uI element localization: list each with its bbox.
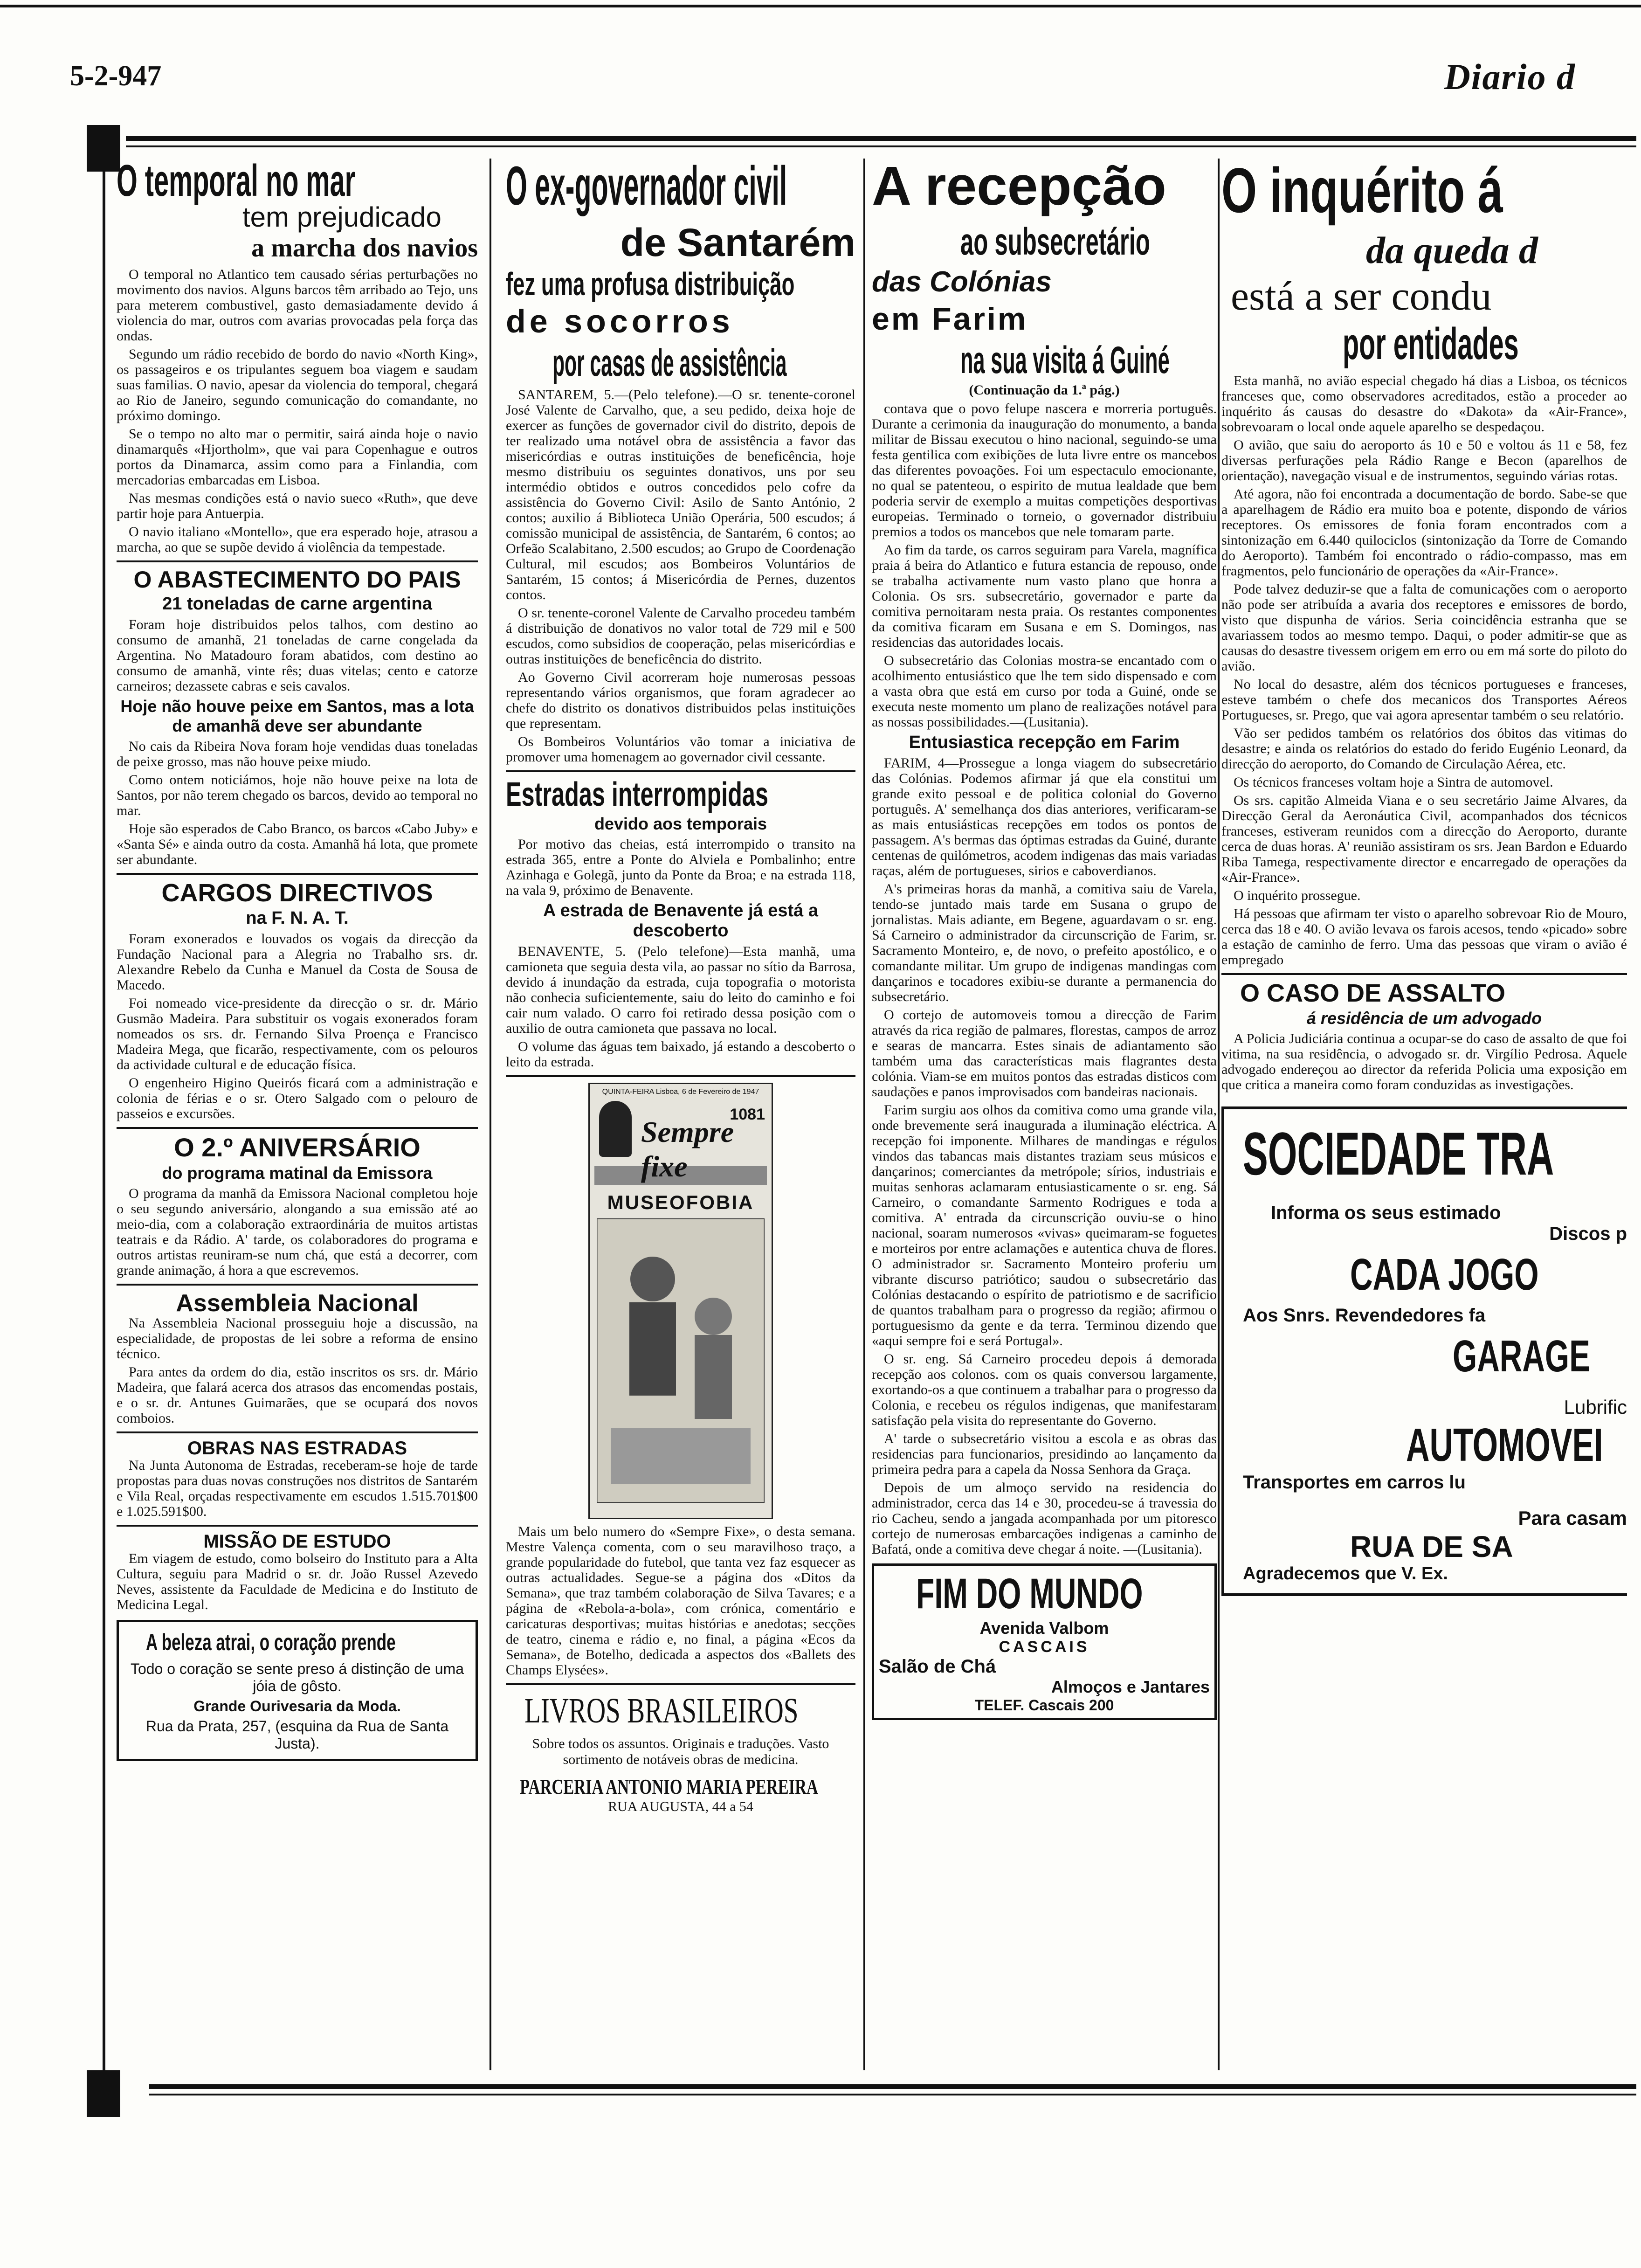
section-divider — [117, 1284, 478, 1286]
ad-line: Agradecemos que V. Ex. — [1243, 1564, 1448, 1583]
column-divider — [863, 159, 865, 2070]
ad-line: Informa os seus estimado — [1271, 1203, 1501, 1223]
ad-line: AUTOMOVEI — [1406, 1419, 1603, 1471]
section-divider — [506, 1683, 855, 1685]
article-paragraph: Os srs. capitão Almeida Viana e o seu secretário Jaime Alvares, da Direcção Geral da Aeronáutica Civil, acompanhados dos técnicos franceses, estiveram reunidos com a direcção do Aeroporto, durante cerca de duas horas. A' reunião assistiram os srs. Jean Bardon e Eduardo Riba Tamega, respectivamente director e encarregado de operações da «Air-France». — [1221, 793, 1627, 885]
article-headline: na sua visita á Guiné — [960, 339, 1170, 381]
ad-line: Salão de Chá — [879, 1656, 996, 1677]
article-paragraph: Na Assembleia Nacional prosseguiu hoje a discussão, na especialidade, de propostas de lei sobre a reforma de ensino técnico. — [117, 1315, 478, 1362]
section-subheadline: Hoje não houve peixe em Santos, mas a lota de amanhã deve ser abundante — [120, 697, 474, 735]
section-divider — [117, 873, 478, 875]
article-paragraph: Vão ser pedidos também os relatórios dos óbitos das vitimas do desastre; e ainda os relatórios do estado do ferido Eugénio Leonard, da direcção do aeroporto, do Comando de Circulação Aérea, etc. — [1221, 726, 1627, 772]
article-paragraph: Como ontem noticiámos, hoje não houve peixe na lota de Santos, por não terem chegado os barcos, devido ao temporal no mar. — [117, 772, 478, 818]
article-headline: A recepção — [872, 155, 1166, 217]
section-subheadline: devido aos temporais — [594, 814, 767, 833]
article-paragraph: No cais da Ribeira Nova foram hoje vendidas duas toneladas de peixe grosso, mas não houve peixe miudo. — [117, 739, 478, 769]
article-paragraph: Se o tempo no alto mar o permitir, sairá ainda hoje o navio dinamarquês «Hjortholm», que vai para Copenhague e outros portos da Dinamarca, assim como para a Finlandia, com mercadorias embarcadas em Lisboa. — [117, 426, 478, 488]
article-headline: em Farim — [872, 301, 1028, 337]
article-paragraph: Foram hoje distribuidos pelos talhos, com destino ao consumo de amanhã, 21 toneladas de carne congelada da Argentina. No Matadouro foram abatidos, com destino ao consumo de amanhã, vinte rês; duas vitelas; cento e catorze carneiros; dezassete cabras e seis cavalos. — [117, 617, 478, 694]
column-2 — [506, 155, 855, 1815]
article-paragraph: BENAVENTE, 5. (Pelo telefone)—Esta manhã, uma camioneta que seguia desta vila, ao passar no sítio da Barrosa, devido á inundação da estrada, cuja topografia o motorista não conhecia suficientemente, saiu do leito do caminho e foi cair num valado. O carro foi retirado dessa posição com o auxilio de outra camioneta que passava no local. — [506, 944, 855, 1036]
article-paragraph: Nas mesmas condições está o navio sueco «Ruth», que deve partir hoje para Antuerpia. — [117, 491, 478, 521]
article-paragraph: Para antes da ordem do dia, estão inscritos os srs. dr. Mário Madeira, que falará acerca dos atrasos das encomendas postais, e o sr. dr. Antunes Guimarães, que se ocupará dos novos comboios. — [117, 1364, 478, 1426]
ad-line: Rua da Prata, 257, (esquina da Rua de Santa Justa). — [145, 1718, 449, 1752]
ad-line: Lubrific — [1564, 1396, 1627, 1418]
article-paragraph: Até agora, não foi encontrada a documentação de bordo. Sabe-se que a aparelhagem de Rádio era muito boa e potente, dispondo de vários receptores. Os emissores de fonia foram encontrados com a sintonização em 6.440 quilociclos (sintonização da Torre de Comando do Aeroporto). Também foi encontrado o rádio-compasso, mas em fragmentos, pelo funcionário de operações da «Air-France». — [1221, 486, 1627, 579]
article-paragraph: O temporal no Atlantico tem causado sérias perturbações no movimento dos navios. Alguns barcos têm arribado ao Tejo, uns para meterem combustivel, gasto demasiadamente devido á violencia do mar, outros com avarias provocadas pela força das ondas. — [117, 267, 478, 344]
article-paragraph: A' tarde o subsecretário visitou a escola e as obras das residencias para funcionarios, presidindo ao lançamento da primeira pedra para a capela da Nossa Senhora da Graça. — [872, 1431, 1217, 1477]
continuation-note: (Continuação da 1.ª pág.) — [969, 382, 1120, 398]
article-paragraph: A's primeiras horas da manhã, a comitiva saiu de Varela, tendo-se juntado mais tarde em Susana o grupo de jornalistas. Mais adiante, em Begene, aguardavam o sr. eng. Sá Carneiro o administrador da circunscrição de Farim, sr. Sacramento Monteiro, e, de novo, o prefeito apostólico, e o comandante militar. Um grupo de indigenas mandingas com dançarinos e tocadores exibiu-se durante a permanencia do subsecretário. — [872, 881, 1217, 1004]
article-paragraph: Na Junta Autonoma de Estradas, receberam-se hoje de tarde propostas para duas novas construções nos distritos de Santarém e Vila Real, orçadas respectivamente em escudos 1.515.701$00 e 1.025.591$00. — [117, 1458, 478, 1519]
column-divider — [1218, 159, 1220, 2070]
restaurant-advertisement — [872, 1563, 1217, 1720]
section-divider — [506, 1075, 855, 1077]
section-headline: OBRAS NAS ESTRADAS — [187, 1438, 407, 1459]
footer-rule — [149, 2084, 1636, 2089]
article-paragraph: O navio italiano «Montello», que era esperado hoje, atrasou a marcha, ao que se supõe devido á violência da tempestade. — [117, 524, 478, 555]
ad-title: A beleza atrai, o coração prende — [146, 1629, 396, 1655]
article-headline: fez uma profusa distribuição — [506, 266, 795, 302]
article-paragraph: Em viagem de estudo, como bolseiro do Instituto para a Alta Cultura, seguiu para Madrid o sr. dr. João Russel Azevedo Neves, assistente da Faculdade de Medicina e do Instituto de Medicina Legal. — [117, 1551, 478, 1612]
article-paragraph: O sr. tenente-coronel Valente de Carvalho procedeu também á distribuição de donativos no valor total de 729 mil e 500 escudos, como subsidios de cooperação, pelas misericórdias e outras instituições de beneficência do distrito. — [506, 605, 855, 667]
article-paragraph: O inquérito prossegue. — [1234, 888, 1361, 903]
mascot-figure-icon — [599, 1101, 632, 1157]
article-subheadline: a marcha dos navios — [251, 234, 478, 263]
ad-line: RUA DE SA — [1350, 1530, 1513, 1563]
top-edge-rule — [0, 5, 1641, 7]
section-headline: O CASO DE ASSALTO — [1240, 979, 1506, 1007]
magazine-number: 1081 — [730, 1106, 765, 1123]
ad-line: Transportes em carros lu — [1243, 1472, 1466, 1493]
section-subheadline: A estrada de Benavente já está a descoberto — [543, 901, 818, 940]
column-divider — [490, 159, 491, 2070]
ad-line: Avenida Valbom — [979, 1618, 1109, 1638]
magazine-date: QUINTA-FEIRA Lisboa, 6 de Fevereiro de 1947 — [602, 1088, 759, 1096]
ad-line: Almoços e Jantares — [1051, 1677, 1210, 1696]
section-divider — [506, 770, 855, 772]
article-headline: de Santarém — [620, 221, 855, 264]
article-paragraph: Foi nomeado vice-presidente da direcção o sr. dr. Mário Gusmão Madeira. Para substituir os vogais exonerados foram nomeados os srs. dr. Fernando Silva Proença e Francisco Madeira Mega, que ficarão, respectivamente, com os pelouros da actividade cultural e de educação física. — [117, 996, 478, 1072]
section-subheadline: 21 toneladas de carne argentina — [162, 594, 432, 614]
bottom-left-block — [87, 2070, 120, 2117]
article-paragraph: Depois de um almoço servido na residencia do administrador, cerca das 14 e 30, procedeu-se á travessia do rio Cacheu, sendo a jangada acompanhada por um pitoresco cortejo de numerosas embarcações indigenas a caminho de Bafatá, onde a comitiva deve chegar á noite. —(Lusitania). — [872, 1480, 1217, 1557]
article-paragraph: Esta manhã, no avião especial chegado há dias a Lisboa, os técnicos franceses que, como observadores acreditados, estão a proceder ao inquérito ás causas do desastre do «Dakota» da «Air-France», sobrevoaram o local onde aquele aparelho se despedaçou. — [1221, 373, 1627, 435]
newspaper-name: Diario d — [1444, 56, 1576, 97]
section-divider — [117, 1127, 478, 1129]
article-paragraph: O avião, que saiu do aeroporto ás 10 e 50 e voltou ás 11 e 58, fez diversas perfurações pela Rádio Range e Becon (aparelhos de orientação), navegação visual e de instrumentos, seguindo várias rotas. — [1221, 437, 1627, 484]
article-headline: O inquérito á — [1221, 159, 1503, 226]
article-paragraph: Foram exonerados e louvados os vogais da direcção da Fundação Nacional para a Alegria no Trabalho srs. dr. Alexandre Rebelo da Cunha e Manuel da Costa de Sousa de Macedo. — [117, 931, 478, 993]
article-paragraph: Os técnicos franceses voltam hoje a Sintra de automovel. — [1234, 774, 1553, 790]
article-paragraph: SANTAREM, 5.—(Pelo telefone).—O sr. tenente-coronel José Valente de Carvalho, que, a seu pedido, deixa hoje de exercer as funções de governador civil do distrito, depois de ter realizado uma notável obra de assistência a favor das misericórdias e outras instituições de beneficência, hoje mesmo distribuiu os seguintes donativos, uns por seu intermédio obtidos e outros concedidos pelo cofre da assistência do Governo Civil: Asilo de Santo António, 2 contos; auxilio á Biblioteca União Operária, 500 escudos; á comissão municipal de assistência, de Santarém, 6 contos; ao Orfeão Scalabitano, 2.500 escudos; ao Grupo de Coordenação Cultural, mil escudos; aos Bombeiros Voluntários de Santarém, 15 contos; á Misericórdia de Pernes, duzentos contos. — [506, 387, 855, 602]
article-headline: de socorros — [506, 303, 734, 339]
section-headline: CARGOS DIRECTIVOS — [161, 879, 433, 907]
magazine-title: Sempre fixe — [641, 1115, 734, 1183]
ad-line: PARCERIA ANTONIO MARIA PEREIRA — [520, 1775, 818, 1798]
article-paragraph: O programa da manhã da Emissora Nacional completou hoje o seu segundo aniversário, alongando a sua emissão até ao meio-dia, com a colaboração extraordinária de muitos artistas teatrais e da Rádio. A' tarde, os colaboradores do programa e outros artistas reuniram-se num chá, que está a decorrer, com grande animação, á hora a que escrevemos. — [117, 1186, 478, 1278]
issue-date: 5-2-947 — [70, 60, 162, 92]
ad-line: Sobre todos os assuntos. Originais e traduções. Vasto sortimento de notáveis obras de medicina. — [532, 1736, 829, 1767]
article-headline: das Colónias — [872, 266, 1052, 298]
article-headline: por casas de assistência — [552, 342, 787, 384]
ad-line: Aos Snrs. Revendedores fa — [1243, 1305, 1486, 1326]
ad-line: Para casam — [1518, 1507, 1627, 1529]
ad-line: Grande Ourivesaria da Moda. — [193, 1698, 401, 1715]
section-subheadline: do programa matinal da Emissora — [162, 1163, 433, 1182]
ad-title: SOCIEDADE TRA — [1243, 1120, 1554, 1188]
left-margin-rule — [103, 168, 105, 2070]
article-headline: ao subsecretário — [960, 221, 1150, 263]
ad-line: RUA AUGUSTA, 44 a 54 — [608, 1799, 753, 1814]
section-subheadline: Entusiastica recepção em Farim — [909, 733, 1180, 752]
article-headline: O temporal no mar — [117, 156, 356, 206]
article-paragraph: O sr. eng. Sá Carneiro procedeu depois á demorada recepção aos colonos. com os quais conversou largamente, exortando-os a que continuem a trabalhar para o progresso da Colonia, e recebeu os régulos indigenas, que manifestaram satisfação pela visita do representante do Governo. — [872, 1351, 1217, 1428]
section-divider — [117, 560, 478, 562]
section-subheadline: na F. N. A. T. — [246, 908, 349, 928]
article-subheadline: tem prejudicado — [242, 201, 441, 233]
section-headline: Estradas interrompidas — [506, 776, 768, 813]
magazine-cover-image — [588, 1083, 773, 1519]
section-headline: Assembleia Nacional — [176, 1290, 419, 1317]
article-paragraph: Há pessoas que afirmam ter visto o aparelho sobrevoar Rio de Mouro, cerca das 18 e 40. O avião levava os farois acesos, tendo «picado» sobre a estação de caminho de ferro. Uma das pessoas que viram o avião é empregado — [1221, 906, 1627, 968]
cover-title: MUSEOFOBIA — [607, 1191, 754, 1213]
article-paragraph: Farim surgiu aos olhos da comitiva como uma grande vila, onde brevemente será inaugurada a iluminação eléctrica. A recepção foi imponente. Milhares de mandingas e régulos vindos das tabancas mais distantes traziam seus músicos e dançarinos; comerciantes da metrópole; sírios, industriais e muitas senhoras aclamaram entusiasticamente o sr. eng. Sá Carneiro, o comandante Sarmento Rodrigues e toda a comitiva. A' entrada da circunscrição ouviu-se o hino nacional, soaram numerosos «vivas» queimaram-se foguetes e morteiros por entre aclamações e autentica chuva de flores. O administrador sr. Sacramento Monteiro proferiu um vibrante discurso patriótico; saudou o subsecretário das Colónias destacando o espírito de patriotismo e de sacrificio de quantos trabalham para o progresso da região; afirmou o portuguesismo da gente e da terra. Terminou dizendo que «aqui sempre foi e será Portugal». — [872, 1102, 1217, 1348]
section-headline: MISSÃO DE ESTUDO — [203, 1531, 391, 1552]
section-divider — [117, 1525, 478, 1527]
ad-title: FIM DO MUNDO — [916, 1570, 1143, 1618]
article-paragraph: Segundo um rádio recebido de bordo do navio «North King», os passageiros e os tripulantes seguem boa viagem e saudam suas familias. O navio, apesar da violencia do temporal, chegará ao Rio de Janeiro, segundo comunicação do comandante, no próximo domingo. — [117, 346, 478, 423]
column-3 — [872, 155, 1217, 1720]
magazine-masthead — [590, 1096, 772, 1183]
header-rule — [126, 136, 1636, 141]
header-rule-thin — [126, 145, 1636, 147]
article-paragraph: Por motivo das cheias, está interrompido o transito na estrada 365, entre a Ponte do Alviela e Pombalinho; entre Azinhaga e Golegã, junto da Ponte da Broa; e na estrada 118, na vala 9, próximo de Benavente. — [506, 837, 855, 898]
article-paragraph: Pode talvez deduzir-se que a falta de comunicações com o aeroporto não pode ser atribuída a avaria dos receptores e emissores de bordo, visto que dispunha de vários. Seria coincidência estranha que se avariassem todos ao mesmo tempo. Daqui, o poder admitir-se que as causas do desastre tivessem origem em erro ou em má sorte do piloto do avião. — [1221, 581, 1627, 674]
cover-illustration — [597, 1218, 765, 1503]
article-paragraph: Hoje são esperados de Cabo Branco, os barcos «Cabo Juby» e «Santa Sé» e ainda outro da costa. Amanhã há lota, que promete ser abundante. — [117, 821, 478, 867]
article-paragraph: O volume das águas tem baixado, já estando a descoberto o leito da estrada. — [506, 1039, 855, 1070]
article-headline: está a ser condu — [1231, 274, 1492, 319]
section-divider — [1221, 973, 1627, 975]
article-headline: O ex-governador civil — [506, 155, 787, 217]
article-paragraph: A Policia Judiciária continua a ocupar-se do caso de assalto de que foi vitima, na sua residência, o advogado sr. dr. Virgílio Pedrosa. Aquele advogado endereçou ao director da referida Policia uma exposição em que critica a maneira como foram conduzidas as investigações. — [1221, 1031, 1627, 1093]
ad-title: LIVROS BRASILEIROS — [524, 1691, 799, 1730]
section-headline: O ABASTECIMENTO DO PAIS — [133, 567, 461, 593]
article-paragraph: Os Bombeiros Voluntários vão tomar a iniciativa de promover uma homenagem ao governador civil cessante. — [506, 734, 855, 765]
article-paragraph: O engenheiro Higino Queirós ficará com a administração e colonia de férias e o sr. Otero Salgado com o pelouro de passeios e excursões. — [117, 1075, 478, 1121]
company-advertisement — [1221, 1106, 1627, 1596]
article-paragraph: contava que o povo felupe nascera e morreria português. Durante a cerimonia da inauguração do monumento, a banda militar de Bissau executou o hino nacional, seguindo-se uma festa gentilica com exibições de luta livre entre os mancebos das diferentes povoações. Foi um espectaculo emocionante, no qual se patenteou, o espirito de mutua lealdade que bem poderia servir de exemplo a muitas competições desportivas europeias. Terminado o torneio, o governador distribuiu premios a todos os mancebos que nele tomaram parte. — [872, 401, 1217, 539]
section-subheadline: á residência de um advogado — [1306, 1009, 1542, 1028]
jewelry-advertisement — [117, 1620, 478, 1761]
column-4 — [1221, 159, 1627, 1596]
ad-line: CASCAIS — [999, 1638, 1090, 1656]
ad-line: TELEF. Cascais 200 — [974, 1697, 1114, 1714]
article-paragraph: Ao fim da tarde, os carros seguiram para Varela, magnífica praia á beira do Atlantico e futura estancia de repouso, onde se trabalha activamente num vasto plano que honra a Colonia. Os srs. subsecretário, governador e parte da comitiva pernoitaram nesta praia. Os restantes componentes da comitiva ficaram em Susana e em S. Domingos, nas residencias das autoridades locais. — [872, 542, 1217, 650]
top-left-block — [87, 125, 120, 172]
section-headline: O 2.º ANIVERSÁRIO — [174, 1133, 421, 1162]
article-headline: por entidades — [1343, 319, 1519, 369]
footer-rule-thin — [149, 2094, 1636, 2095]
magazine-caption: Mais um belo numero do «Sempre Fixe», o desta semana. Mestre Valença comenta, com o seu maravilhoso traço, a grande popularidade do futebol, que tanta vez faz esquecer as outras actualidades. Segue-se a página dos «Ditos da Semana», que traz também colaboração de Silva Tavares; e a página de «Rebola-a-bola», com crónica, comentário e caricaturas desportivas; muitas histórias e anedotas; secções de teatro, cinema e rádio e, no final, a página «Ecos da Semana», de Botelho, dedicada a aspectos dos «Ballets des Champs Elysées». — [506, 1524, 855, 1678]
article-paragraph: FARIM, 4—Prossegue a longa viagem do subsecretário das Colónias. Podemos afirmar já que ela constitui um grande exito pessoal e de politica colonial do Governo português. A' semelhança dos dias anteriores, verificaram-se as mais entusiásticas recepções em todos os pontos de passagem. A's bermas das óptimas estradas da Guiné, durante centenas de quilómetros, acodem indigenas das mais variadas raças, além de portugueses, sirios e caboverdianos. — [872, 755, 1217, 878]
article-headline: da queda d — [1366, 229, 1538, 271]
ad-line: Todo o coração se sente preso á distinção de uma jóia de gôsto. — [130, 1660, 464, 1694]
article-paragraph: O subsecretário das Colonias mostra-se encantado com o acolhimento entusiástico que lhe tem sido dispensado e com a vasta obra que está em curso por toda a Guiné, onde se executa neste momento um plano de realizações notável para as nossas possibilidades.—(Lusitania). — [872, 653, 1217, 730]
books-advertisement — [506, 1691, 855, 1815]
article-paragraph: O cortejo de automoveis tomou a direcção de Farim através da rica região de palmares, florestas, campos de arroz e searas de mancarra. Estes sinais de adiantamento são também uma das características mais flagrantes desta colónia. Viam-se em muitos pontos das estradas disticos com saudações e panos improvisados com bandeiras nacionais. — [872, 1007, 1217, 1099]
article-paragraph: No local do desastre, além dos técnicos portugueses e franceses, esteve também o chefe dos mecanicos dos Transportes Aéreos Portugueses, sr. Prego, que vai agora apresentar também o seu relatório. — [1221, 677, 1627, 723]
ad-line: Discos p — [1549, 1224, 1627, 1244]
ad-line: CADA JOGO — [1350, 1250, 1539, 1300]
column-1 — [117, 156, 478, 1761]
ad-line: GARAGE — [1453, 1331, 1590, 1381]
section-divider — [117, 1431, 478, 1433]
article-paragraph: Ao Governo Civil acorreram hoje numerosas pessoas representando vários organismos, que foram agradecer ao chefe do distrito os donativos distribuidos pelas instituições que representam. — [506, 670, 855, 731]
